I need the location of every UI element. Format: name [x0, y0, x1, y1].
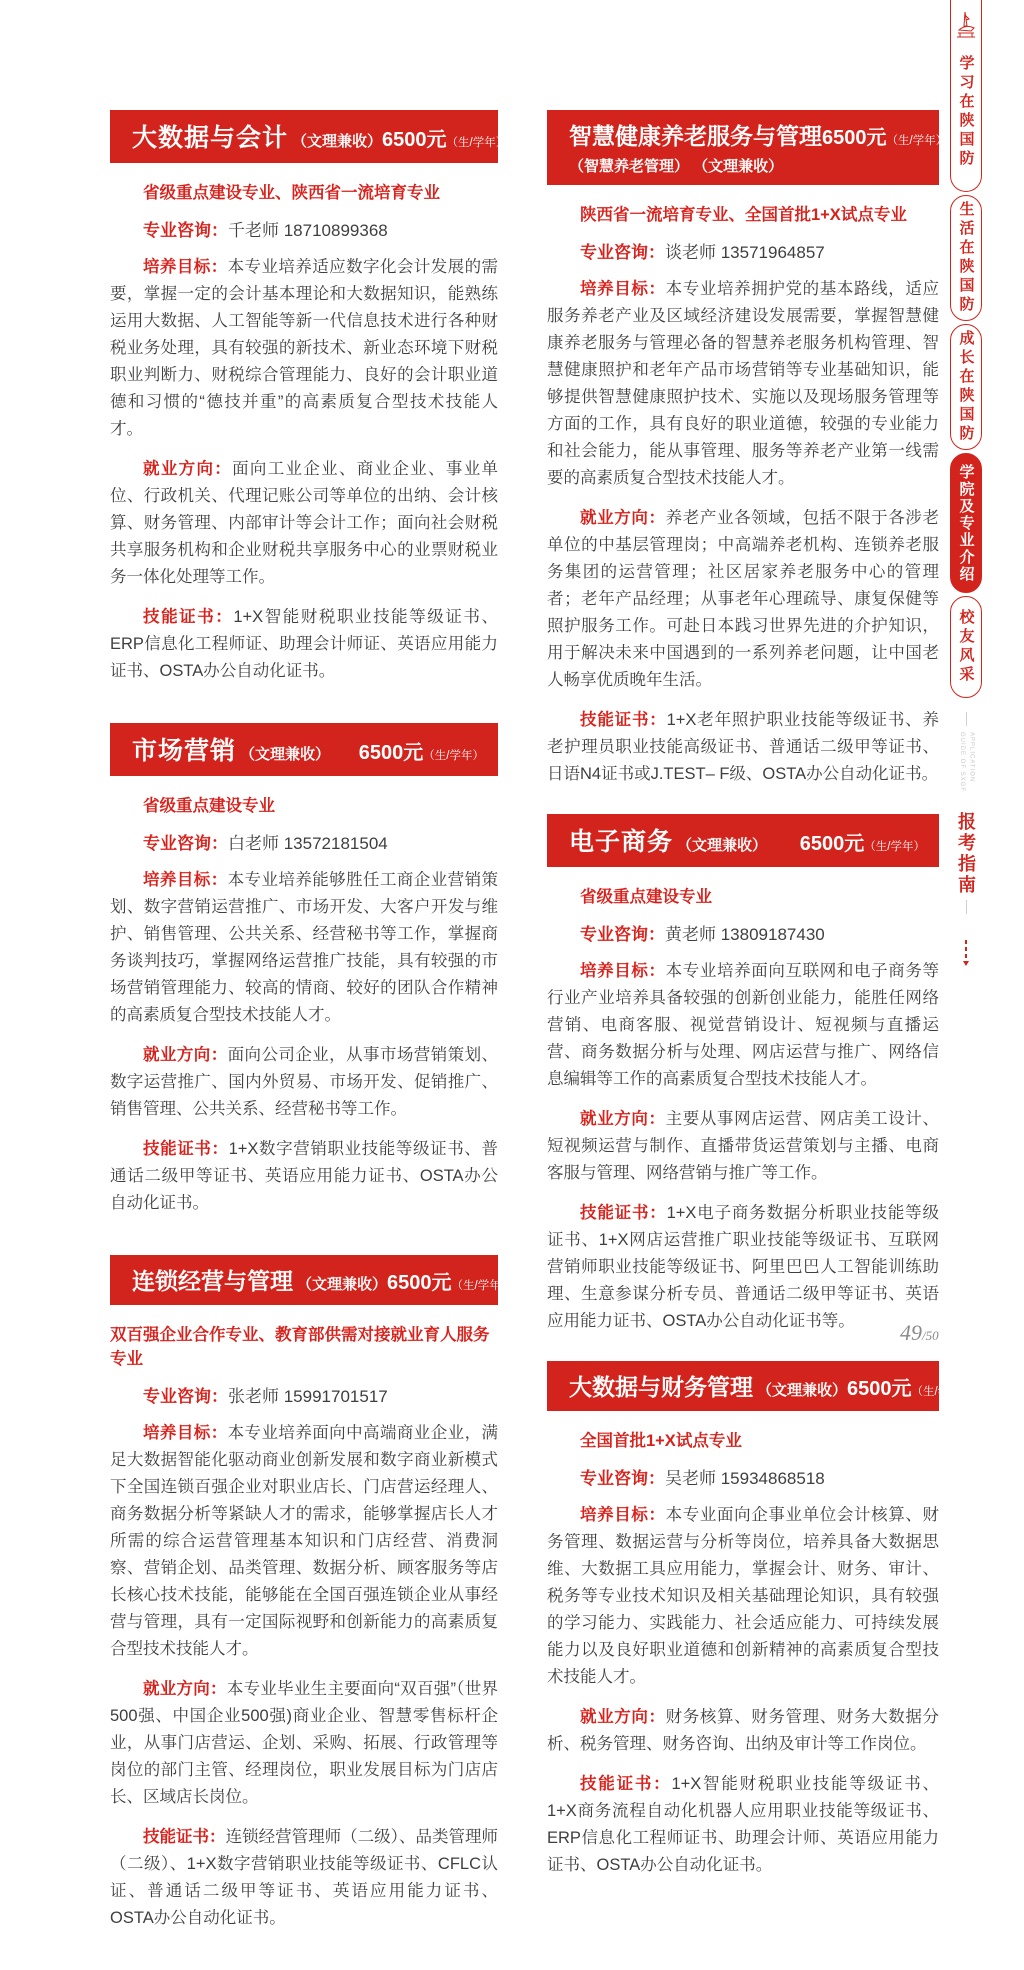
- jobs-label: 就业方向：: [580, 1110, 666, 1128]
- page-number-total: /50: [922, 1328, 939, 1343]
- program-consult: [547, 1464, 939, 1489]
- goal-text: 本专业培养拥护党的基本路线，适应服务养老产业及区域经济建设发展需要，掌握智慧健康养老服务与管理必备的智慧养老服务机构管理、智慧健康照护和老年产品市场营销等专业基础知识，能够提供智慧健康照护技术、实施以及现场服务管理等方面的工作，具有良好的职业道德，较强的专业能力和社会能力，能从事管理、服务等养老产业第一线需要的高素质复合型技术技能人才。: [547, 280, 939, 487]
- consult-value: 黄老师 13809187430: [665, 925, 825, 944]
- certs-label: 技能证书：: [580, 711, 667, 729]
- program-subject-type: （文理兼收）: [240, 746, 331, 763]
- goal-label: 培养目标：: [143, 1424, 228, 1442]
- sidebar-tab-growth: [950, 324, 982, 450]
- program-goal: [110, 254, 498, 443]
- jobs-label: 就业方向：: [143, 460, 233, 478]
- program-header: [110, 110, 508, 163]
- goal-label: 培养目标：: [580, 280, 666, 298]
- program-certs: [547, 707, 939, 788]
- consult-label: 专业咨询：: [580, 243, 665, 262]
- program-title: 市场营销: [132, 737, 237, 765]
- program-goal: [547, 276, 939, 492]
- sidebar-tab-label: 成长在陕国防: [957, 330, 975, 444]
- program-honors: 省级重点建设专业: [143, 797, 275, 815]
- divider-tick: [966, 712, 967, 726]
- jobs-text: 本专业毕业生主要面向“双百强”（世界500强、中国企业500强)商业企业、智慧零售标杆企业，从事门店营运、企划、采购、拓展、行政管理等岗位的部门主管、经理岗位，职业发展目标为门店店长、区域店长岗位。: [110, 1680, 498, 1806]
- program-header: [110, 1255, 513, 1305]
- program-honors: 双百强企业合作专业、教育部供需对接就业育人服务专业: [110, 1326, 490, 1368]
- application-guide-en: APPLICATION GUIDE OF SXGF: [959, 732, 975, 793]
- program-section-big-data-accounting: [110, 110, 508, 685]
- program-subject-type: （文理兼收）: [677, 837, 768, 854]
- consult-label: 专业咨询：: [580, 925, 665, 944]
- program-subject-type: （文理兼收）: [757, 1382, 848, 1399]
- goal-text: 本专业培养能够胜任工商企业营销策划、数字营销运营推广、市场开发、大客户开发与维护、销售管理、公共关系、经营秘书等工作，掌握商务谈判技巧，掌握网络运营推广技能，具有较强的市场营销管理能力、较高的情商、较好的团队合作精神的高素质复合型技术技能人才。: [110, 871, 499, 1024]
- sidebar-tab-life: [950, 195, 982, 321]
- goal-text: 本专业面向企事业单位会计核算、财务管理、数据运营与分析等岗位，培养具备大数据思维、大数据工具应用能力，掌握会计、财务、审计、税务等专业技术知识及相关基础理论知识，具有较强的学习能力、实践能力、社会适应能力、可持续发展能力以及良好职业道德和创新精神的高素质复合型技术技能人才。: [547, 1506, 939, 1686]
- program-consult: [110, 1382, 498, 1407]
- jobs-text: 财务核算、财务管理、财务大数据分析、税务管理、财务咨询、出纳及审计等工作岗位。: [547, 1708, 939, 1753]
- program-subject-type: （文理兼收）: [292, 133, 383, 150]
- program-header: [547, 110, 948, 185]
- program-honors: 省级重点建设专业: [580, 888, 712, 906]
- program-fee: 6500元（生/学年）: [382, 129, 508, 151]
- jobs-text: 面向工业企业、商业企业、事业单位、行政机关、代理记账公司等单位的出纳、会计核算、财务管理、内部审计等会计工作；面向社会财税共享服务机构和企业财税共享服务中心的业票财税业务一体化处理等工作。: [110, 460, 499, 586]
- program-title: 智慧健康养老服务与管理: [569, 123, 822, 149]
- certs-label: 技能证书：: [580, 1204, 667, 1222]
- program-title: 连锁经营与管理: [132, 1268, 293, 1294]
- consult-label: 专业咨询：: [143, 221, 228, 240]
- edge-tab-sidebar: [950, 0, 982, 966]
- sidebar-tab-college-intro-active: [950, 453, 982, 593]
- program-title: 大数据与财务管理: [569, 1374, 753, 1400]
- sidebar-tab-alumni: [950, 596, 982, 698]
- jobs-label: 就业方向：: [143, 1680, 227, 1698]
- program-section-smart-elderly-care: [547, 110, 948, 788]
- certs-label: 技能证书：: [143, 1828, 226, 1846]
- program-header: [547, 1361, 973, 1411]
- sidebar-tab-study: [950, 0, 982, 192]
- program-header: [547, 814, 939, 867]
- page-number: [900, 1320, 939, 1346]
- program-certs: [110, 604, 498, 685]
- consult-label: 专业咨询：: [580, 1469, 665, 1488]
- certs-text: 1+X电子商务数据分析职业技能等级证书、1+X网店运营推广职业技能等级证书、互联网营销师职业技能等级证书、阿里巴巴人工智能训练助理、生意参谋分析专员、普通话二级甲等证书、英语应用能力证书、OSTA办公自动化证书等。: [547, 1204, 939, 1330]
- program-certs: [547, 1200, 939, 1335]
- consult-value: 千老师 18710899368: [228, 221, 388, 240]
- program-fee: 6500元（生/学年）: [822, 127, 948, 149]
- school-emblem-icon: [953, 10, 979, 45]
- program-section-ecommerce: [547, 814, 939, 1335]
- jobs-label: 就业方向：: [143, 1046, 228, 1064]
- consult-label: 专业咨询：: [143, 834, 228, 853]
- program-honors: 全国首批1+X试点专业: [580, 1432, 742, 1450]
- goal-label: 培养目标：: [580, 962, 666, 980]
- program-title: 大数据与会计: [132, 124, 289, 152]
- program-fee: 6500元（生/学年）: [358, 742, 484, 764]
- certs-text: 1+X数字营销职业技能等级证书、普通话二级甲等证书、英语应用能力证书、OSTA办公自动化证书。: [110, 1140, 498, 1212]
- goal-label: 培养目标：: [580, 1506, 666, 1524]
- jobs-text: 主要从事网店运营、网店美工设计、短视频运营与制作、直播带货运营策划与主播、电商客服与管理、网络营销与推广等工作。: [547, 1110, 939, 1182]
- jobs-label: 就业方向：: [580, 509, 666, 527]
- certs-label: 技能证书：: [143, 1140, 229, 1158]
- program-subject-type: （文理兼收）: [297, 1276, 388, 1293]
- certs-text: 1+X老年照护职业技能等级证书、养老护理员职业技能高级证书、普通话二级甲等证书、日语N4证书或J.TEST– F级、OSTA办公自动化证书。: [547, 711, 939, 783]
- program-consult: [110, 216, 498, 241]
- certs-label: 技能证书：: [143, 608, 234, 626]
- consult-value: 张老师 15991701517: [228, 1387, 388, 1406]
- program-fee: 6500元（生/学年）: [799, 833, 925, 855]
- application-guide-block: [950, 712, 982, 966]
- program-header: [110, 723, 498, 776]
- program-jobs: [110, 1042, 498, 1123]
- divider-tick: [966, 900, 967, 914]
- goal-text: 本专业培养面向互联网和电子商务等行业产业培养具备较强的创新创业能力，能胜任网络营销、电商客服、视觉营销设计、短视频与直播运营、商务数据分析与处理、网店运营与推广、网络信息编辑等工作的高素质复合型技术技能人才。: [547, 962, 939, 1088]
- program-section-chain-management: [110, 1255, 513, 1932]
- jobs-text: 面向公司企业，从事市场营销策划、数字运营推广、国内外贸易、市场开发、促销推广、销售管理、公共关系、经营秘书等工作。: [110, 1046, 499, 1118]
- program-jobs: [110, 1676, 498, 1811]
- dashed-arrow-icon: [963, 940, 969, 966]
- program-goal: [110, 1420, 498, 1663]
- sidebar-tab-label: 学院及专业介绍: [957, 463, 975, 583]
- program-goal: [547, 1502, 939, 1691]
- goal-text: 本专业培养适应数字化会计发展的需要，掌握一定的会计基本理论和大数据知识，能熟练运用大数据、人工智能等新一代信息技术进行各种财税业务处理，具有较强的新技术、新业态环境下财税职业判断力、财税综合管理能力、良好的会计职业道德和习惯的“德技并重”的高素质复合型技术技能人才。: [110, 258, 499, 438]
- program-title: 电子商务: [569, 828, 674, 856]
- consult-value: 谈老师 13571964857: [665, 243, 825, 262]
- goal-label: 培养目标：: [143, 258, 228, 276]
- consult-value: 吴老师 15934868518: [665, 1469, 825, 1488]
- certs-label: 技能证书：: [580, 1775, 672, 1793]
- program-certs: [110, 1136, 498, 1217]
- jobs-text: 养老产业各领域，包括不限于各涉老单位的中基层管理岗；中高端养老机构、连锁养老服务集团的运营管理；社区居家养老服务中心的管理者；老年产品经理；从事老年心理疏导、康复保健等照护服务工作。可赴日本践习世界先进的介护知识，用于解决未来中国遇到的一系列养老问题，让中国老人畅享优质晚年生活。: [547, 509, 939, 689]
- goal-text: 本专业培养面向中高端商业企业，满足大数据智能化驱动商业创新发展和数字商业新模式下全国连锁百强企业对职业店长、门店营运经理人、商务数据分析等紧缺人才的需求，能够掌握店长人才所需的综合运营管理基本知识和门店经营、消费洞察、营销企划、品类管理、数据分析、顾客服务等店长核心技术技能，能够能在全国百强连锁企业从事经营与管理，具有一定国际视野和创新能力的高素质复合型技术技能人才。: [110, 1424, 499, 1658]
- certs-text: 连锁经营管理师（二级）、品类管理师（二级）、1+X数字营销职业技能等级证书、CFLC认证、普通话二级甲等证书、英语应用能力证书、OSTA办公自动化证书。: [110, 1828, 499, 1927]
- program-fee: 6500元（生/学年）: [387, 1272, 513, 1294]
- program-certs: [547, 1771, 939, 1879]
- program-section-big-data-finance: [547, 1361, 973, 1879]
- program-jobs: [547, 1704, 939, 1758]
- jobs-label: 就业方向：: [580, 1708, 666, 1726]
- application-guide-cn: 报考指南: [956, 812, 976, 896]
- program-jobs: [547, 1106, 939, 1187]
- certs-text: 1+X智能财税职业技能等级证书、 1+X商务流程自动化机器人应用职业技能等级证书、ERP信息化工程师证书、助理会计师、英语应用能力证书、OSTA办公自动化证书。: [547, 1775, 939, 1874]
- sidebar-tab-label: 校友风采: [957, 609, 975, 685]
- sidebar-tab-label: 学习在陕国防: [957, 55, 975, 169]
- program-fee: 6500元（生/学年）: [847, 1378, 973, 1400]
- consult-label: 专业咨询：: [143, 1387, 228, 1406]
- page-number-current: 49: [900, 1320, 922, 1345]
- program-goal: [110, 867, 498, 1029]
- program-honors: 省级重点建设专业、陕西省一流培育专业: [143, 184, 440, 202]
- sidebar-tab-label: 生活在陕国防: [957, 201, 975, 315]
- certs-text: 1+X智能财税职业技能等级证书、ERP信息化工程师证、助理会计师证、英语应用能力证书、OSTA办公自动化证书。: [110, 608, 498, 680]
- left-column: [110, 110, 513, 1970]
- program-jobs: [547, 505, 939, 694]
- program-certs: [110, 1824, 498, 1932]
- program-honors: 陕西省一流培育专业、全国首批1+X试点专业: [580, 206, 907, 224]
- program-consult: [547, 238, 939, 263]
- program-subtitle: （智慧养老管理） （文理兼收）: [569, 158, 784, 175]
- consult-value: 白老师 13572181504: [228, 834, 388, 853]
- program-consult: [110, 829, 498, 854]
- program-section-marketing: [110, 723, 498, 1217]
- program-goal: [547, 958, 939, 1093]
- program-consult: [547, 920, 939, 945]
- goal-label: 培养目标：: [143, 871, 228, 889]
- program-jobs: [110, 456, 498, 591]
